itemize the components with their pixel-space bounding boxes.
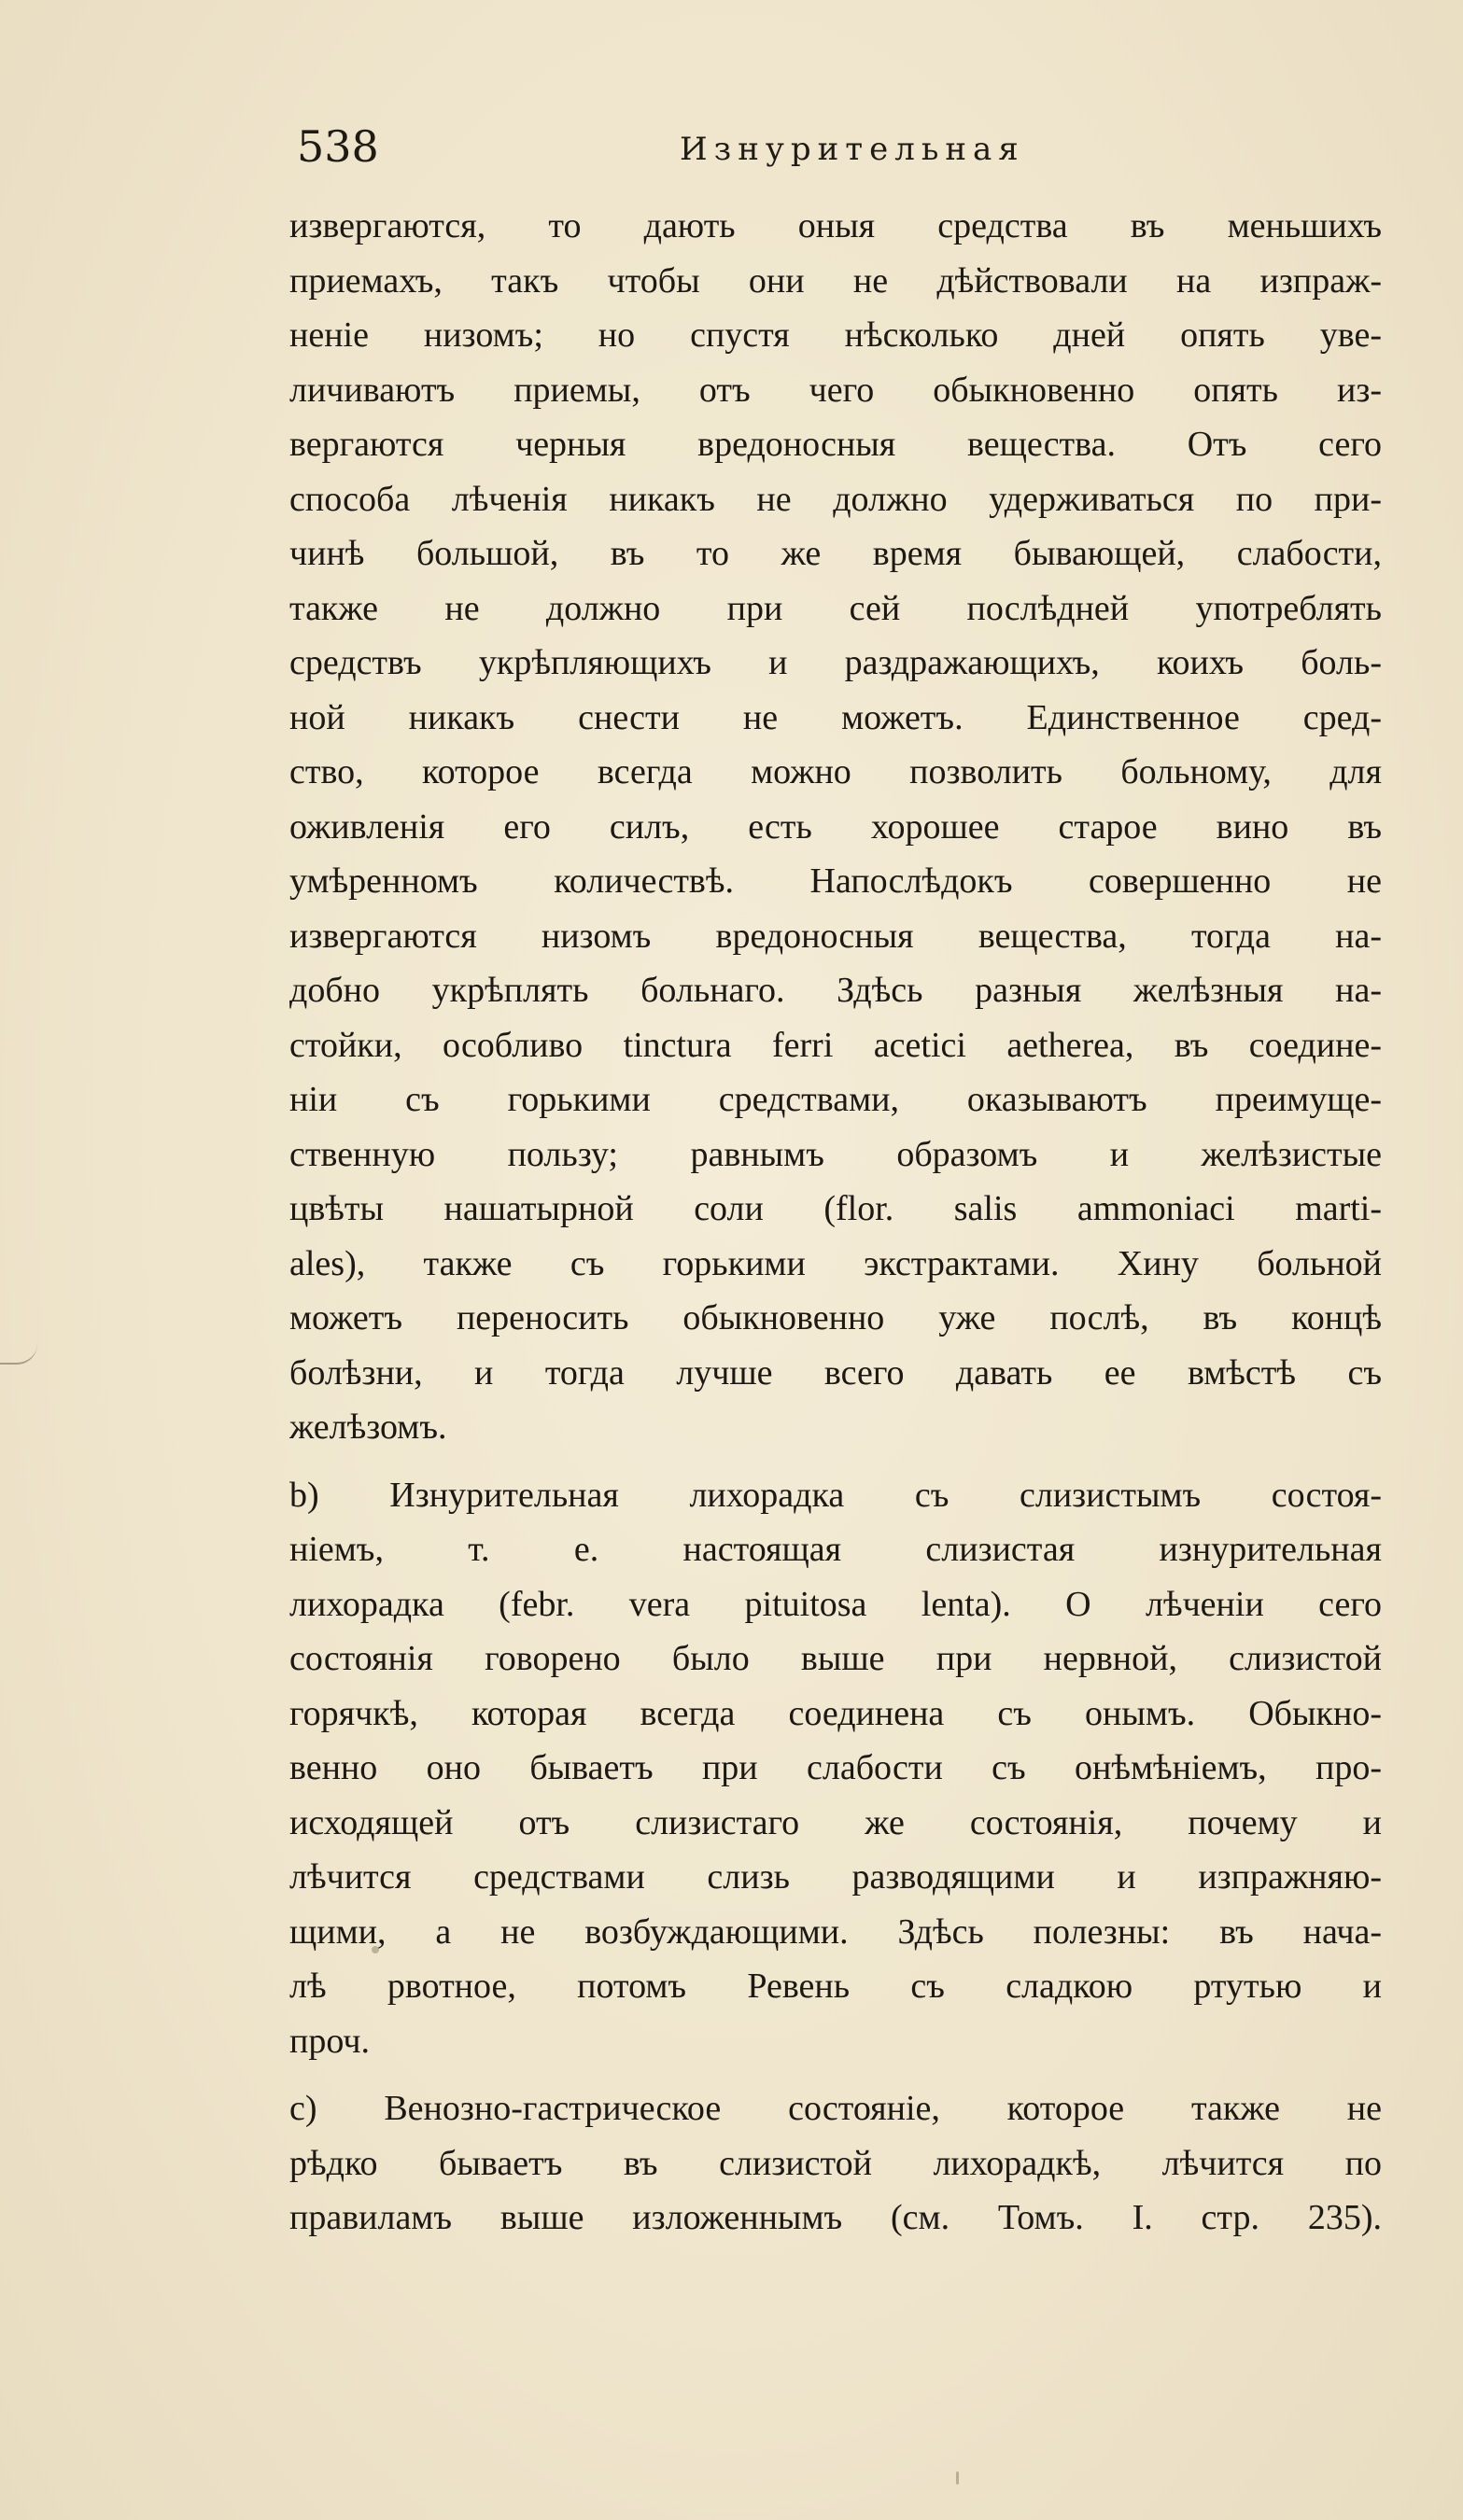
ink-blot — [372, 1946, 379, 1953]
text-line: вергаются черныя вредоносныя вещества. Отъ сего — [289, 425, 1382, 464]
text-line: лѣ рвотное, потомъ Ревень съ сладкою ртутью и — [289, 1967, 1382, 2006]
text-line: нiемъ, т. е. настоящая слизистая изнурительная — [289, 1530, 1382, 1569]
text-line: проч. — [289, 2021, 370, 2061]
paragraph-c — [289, 2081, 1382, 2246]
text-line: болѣзни, и тогда лучше всего давать ее вмѣстѣ съ — [289, 1352, 1382, 1393]
paragraph-a — [289, 199, 1382, 1455]
text-line: чинѣ большой, въ то же время бывающей, слабости, — [289, 534, 1382, 573]
text-line: лѣчится средствами слизь разводящими и изпражняю- — [289, 1857, 1382, 1897]
text-line: добно укрѣплять больнаго. Здѣсь разныя желѣзныя на- — [289, 971, 1382, 1010]
text-line: рѣдко бываетъ въ слизистой лихорадкѣ, лѣчится по — [289, 2143, 1382, 2183]
text-line: состоянiя говорено было выше при нервной, слизистой — [289, 1639, 1382, 1678]
text-line: ной никакъ снести не можетъ. Единственное сред- — [289, 697, 1382, 737]
text-line: можетъ переносить обыкновенно уже послѣ, въ концѣ — [289, 1298, 1382, 1337]
text-line: ales), также съ горькими экстрактами. Хину больной — [289, 1243, 1382, 1283]
text-line: исходящей отъ слизистаго же состоянiя, почему и — [289, 1802, 1382, 1842]
text-line: правиламъ выше изложеннымъ (см. Томъ. I. стр. 235). — [289, 2198, 1382, 2237]
paragraph-gap — [289, 1455, 1382, 1468]
text-line: стойки, особливо tinctura ferri acetici aetherea, въ соедине- — [289, 1025, 1382, 1065]
text-line: ство, которое всегда можно позволить больному, для — [289, 752, 1382, 791]
text-line: приемахъ, такъ чтобы они не дѣйствовали на изпраж- — [289, 260, 1382, 301]
text-line: также не должно при сей послѣдней употреблять — [289, 588, 1382, 628]
text-line: ненiе низомъ; но спустя нѣсколько дней опять уве- — [289, 315, 1382, 355]
paragraph-gap — [289, 2068, 1382, 2081]
text-line: умѣренномъ количествѣ. Напослѣдокъ совершенно не — [289, 861, 1382, 901]
text-line: венно оно бываетъ при слабости съ онѣмѣнiемъ, про- — [289, 1748, 1382, 1787]
page-header — [297, 121, 1044, 177]
body-text — [289, 199, 1382, 2246]
text-line: оживленiя его силъ, есть хорошее старое вино въ — [289, 806, 1382, 847]
text-line: желѣзомъ. — [289, 1407, 447, 1447]
text-line: b) Изнурительная лихорадка съ слизистымъ состоя- — [289, 1475, 1382, 1515]
paragraph-b — [289, 1468, 1382, 2069]
text-line: личиваютъ приемы, отъ чего обыкновенно опять из- — [289, 370, 1382, 410]
page-edge-mark — [0, 1344, 37, 1365]
page-number: 538 — [297, 121, 379, 172]
text-line: извергаются низомъ вредоносныя вещества, тогда на- — [289, 916, 1382, 956]
text-line: ственную пользу; равнымъ образомъ и желѣзистые — [289, 1134, 1382, 1174]
text-line: нiи съ горькими средствами, оказываютъ преимуще- — [289, 1080, 1382, 1119]
text-line: щими, а не возбуждающими. Здѣсь полезны: въ нача- — [289, 1911, 1382, 1952]
text-line: горячкѣ, которая всегда соединена съ онымъ. Обыкно- — [289, 1693, 1382, 1733]
ink-blot — [956, 2471, 959, 2485]
running-title: Изнурительная — [680, 131, 1025, 168]
text-line: извергаются, то дають оныя средства въ меньшихъ — [289, 206, 1382, 245]
text-line: c) Венозно-гастрическое состоянiе, которое также не — [289, 2089, 1382, 2128]
text-line: способа лѣченiя никакъ не должно удерживаться по при- — [289, 479, 1382, 519]
text-line: цвѣты нашатырной соли (flor. salis ammoniaci marti- — [289, 1189, 1382, 1228]
text-line: лихорадка (febr. vera pituitosa lenta). О лѣченiи сего — [289, 1584, 1382, 1624]
text-line: средствъ укрѣпляющихъ и раздражающихъ, коихъ боль- — [289, 643, 1382, 682]
